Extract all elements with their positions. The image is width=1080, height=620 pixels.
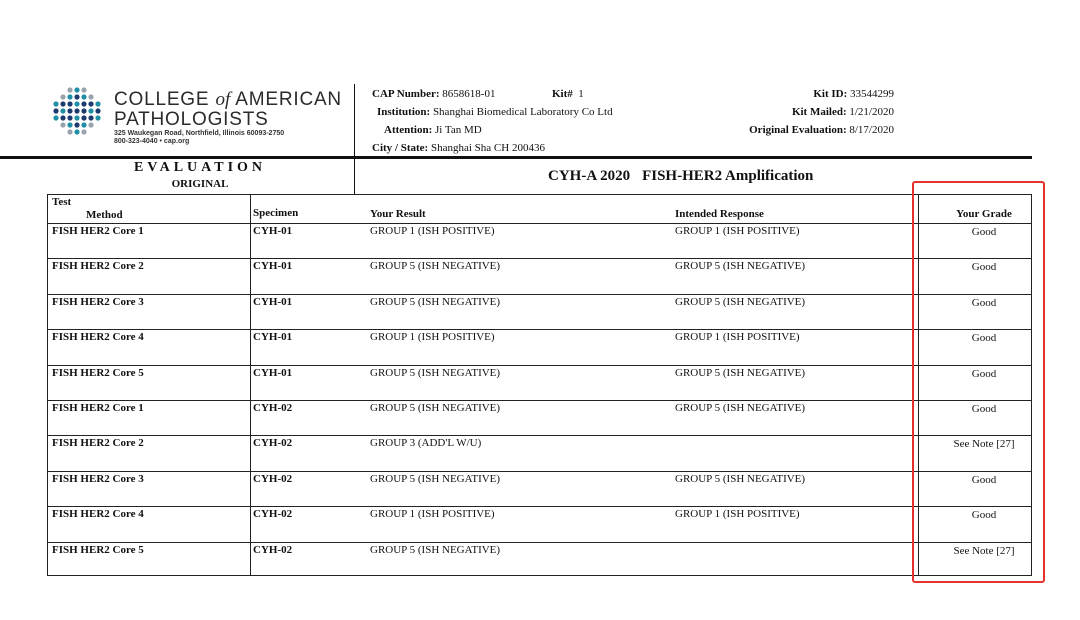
your-grade-cell: Good bbox=[971, 473, 997, 486]
organization-name: COLLEGE of AMERICAN PATHOLOGISTS bbox=[114, 89, 342, 130]
your-grade-cell: See Note [27] bbox=[953, 438, 1015, 451]
method-cell: FISH HER2 Core 3 bbox=[52, 472, 144, 485]
cap-dots-icon bbox=[50, 86, 106, 138]
intended-response-cell: GROUP 5 (ISH NEGATIVE) bbox=[675, 260, 806, 273]
header-test: Test bbox=[52, 196, 72, 208]
header-method: Method bbox=[86, 209, 123, 221]
your-result-cell: GROUP 5 (ISH NEGATIVE) bbox=[370, 543, 501, 556]
method-cell: FISH HER2 Core 4 bbox=[52, 331, 144, 344]
your-result-cell: GROUP 1 (ISH POSITIVE) bbox=[370, 225, 495, 237]
your-grade-cell: See Note [27] bbox=[953, 544, 1015, 557]
specimen-cell: CYH-02 bbox=[253, 472, 293, 485]
original-evaluation: Original Evaluation: 8/17/2020 bbox=[749, 124, 894, 136]
attention: Attention: Ji Tan MD bbox=[384, 124, 482, 136]
your-result-cell: GROUP 3 (ADD'L W/U) bbox=[370, 437, 482, 450]
evaluation-subtitle: ORIGINAL bbox=[171, 178, 229, 190]
table-header bbox=[48, 195, 1031, 223]
table-row bbox=[48, 435, 1031, 470]
your-result-cell: GROUP 5 (ISH NEGATIVE) bbox=[370, 366, 501, 379]
institution: Institution: Shanghai Biomedical Laboratory Co Ltd bbox=[377, 106, 613, 118]
method-cell: FISH HER2 Core 5 bbox=[52, 543, 144, 556]
method-cell: FISH HER2 Core 4 bbox=[52, 508, 144, 521]
your-grade-cell: Good bbox=[971, 226, 997, 238]
your-result-cell: GROUP 1 (ISH POSITIVE) bbox=[370, 331, 495, 344]
intended-response-cell: GROUP 1 (ISH POSITIVE) bbox=[675, 331, 800, 344]
cap-number: CAP Number: 8658618-01 bbox=[372, 88, 496, 100]
your-grade-cell: Good bbox=[971, 296, 997, 309]
intended-response-cell: GROUP 1 (ISH POSITIVE) bbox=[675, 508, 800, 521]
cap-logo bbox=[50, 86, 350, 154]
header-your-grade: Your Grade bbox=[956, 208, 1012, 220]
specimen-cell: CYH-02 bbox=[253, 402, 293, 414]
method-cell: FISH HER2 Core 5 bbox=[52, 366, 144, 379]
intended-response-cell: GROUP 5 (ISH NEGATIVE) bbox=[675, 402, 806, 414]
table-row bbox=[48, 258, 1031, 293]
method-cell: FISH HER2 Core 2 bbox=[52, 260, 144, 273]
header-info-left bbox=[372, 85, 613, 157]
specimen-cell: CYH-01 bbox=[253, 331, 293, 344]
table-row bbox=[48, 365, 1031, 400]
kit-number: Kit# 1 bbox=[552, 88, 584, 100]
method-cell: FISH HER2 Core 2 bbox=[52, 437, 144, 450]
method-cell: FISH HER2 Core 3 bbox=[52, 295, 144, 308]
specimen-cell: CYH-02 bbox=[253, 508, 293, 521]
specimen-cell: CYH-01 bbox=[253, 295, 293, 308]
table-row bbox=[48, 471, 1031, 506]
your-grade-cell: Good bbox=[971, 367, 997, 380]
table-row bbox=[48, 329, 1031, 364]
intended-response-cell: GROUP 5 (ISH NEGATIVE) bbox=[675, 472, 806, 485]
table-row bbox=[48, 542, 1031, 577]
program-title: CYH-A 2020 FISH-HER2 Amplification bbox=[548, 168, 814, 184]
intended-response-cell: GROUP 1 (ISH POSITIVE) bbox=[675, 225, 800, 237]
header-specimen: Specimen bbox=[253, 207, 299, 219]
intended-response-cell: GROUP 5 (ISH NEGATIVE) bbox=[675, 295, 806, 308]
method-cell: FISH HER2 Core 1 bbox=[52, 402, 144, 414]
header-info-right bbox=[749, 85, 894, 139]
header-your-result: Your Result bbox=[370, 208, 426, 220]
header-divider-horizontal bbox=[0, 156, 1032, 159]
header-intended-response: Intended Response bbox=[675, 208, 764, 220]
header-divider-vertical bbox=[354, 84, 355, 195]
kit-mailed: Kit Mailed: 1/21/2020 bbox=[791, 106, 894, 118]
specimen-cell: CYH-02 bbox=[253, 543, 293, 556]
specimen-cell: CYH-01 bbox=[253, 225, 293, 237]
table-row bbox=[48, 400, 1031, 435]
table-row bbox=[48, 294, 1031, 329]
your-result-cell: GROUP 5 (ISH NEGATIVE) bbox=[370, 402, 501, 414]
results-table bbox=[47, 194, 1032, 576]
specimen-cell: CYH-01 bbox=[253, 260, 293, 273]
your-grade-cell: Good bbox=[971, 332, 997, 345]
method-cell: FISH HER2 Core 1 bbox=[52, 225, 144, 237]
intended-response-cell: GROUP 5 (ISH NEGATIVE) bbox=[675, 366, 806, 379]
specimen-cell: CYH-01 bbox=[253, 366, 293, 379]
city-state: City / State: Shanghai Sha CH 200436 bbox=[372, 142, 545, 154]
evaluation-title: EVALUATION bbox=[133, 160, 267, 175]
your-result-cell: GROUP 5 (ISH NEGATIVE) bbox=[370, 472, 501, 485]
table-row bbox=[48, 506, 1031, 541]
kit-id: Kit ID: 33544299 bbox=[813, 88, 894, 100]
your-grade-cell: Good bbox=[971, 403, 997, 415]
your-grade-cell: Good bbox=[971, 509, 997, 522]
your-grade-cell: Good bbox=[971, 261, 997, 274]
specimen-cell: CYH-02 bbox=[253, 437, 293, 450]
table-row bbox=[48, 223, 1031, 258]
grade-column-highlight bbox=[912, 181, 1045, 583]
your-result-cell: GROUP 5 (ISH NEGATIVE) bbox=[370, 260, 501, 273]
your-result-cell: GROUP 1 (ISH POSITIVE) bbox=[370, 508, 495, 521]
organization-address: 325 Waukegan Road, Northfield, Illinois 60093-2750 800-323-4040 • cap.org bbox=[114, 130, 285, 145]
your-result-cell: GROUP 5 (ISH NEGATIVE) bbox=[370, 295, 501, 308]
